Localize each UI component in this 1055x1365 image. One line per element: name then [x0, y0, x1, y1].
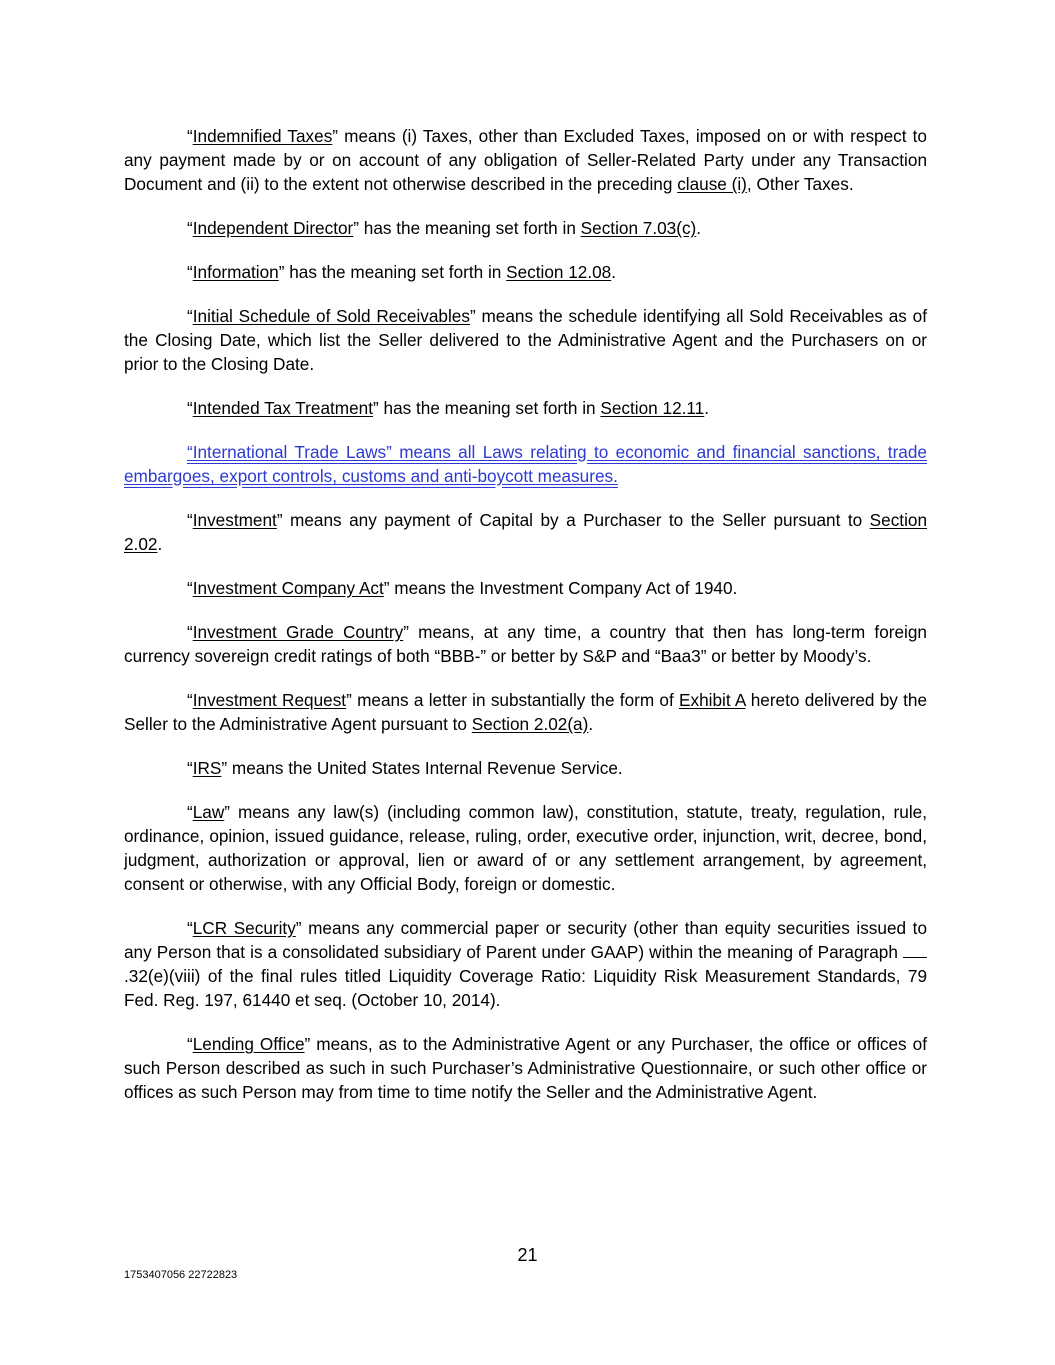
definition-lcr-security: “LCR Security” means any commercial paper or security (other than equity securities issued to any Person that is a consolidated subsidiary of Parent under GAAP) within the meaning of Paragraph .32(e)(viii) of the final rules titled Liquidity Coverage Ratio: Liquidity Risk Measurement Standards, 79 Fed. Reg. 197, 61440 et seq. (October 10, 2014).: [124, 918, 927, 1010]
defined-term: LCR Security: [192, 918, 296, 938]
cross-reference: Section 12.11: [600, 398, 705, 418]
definition-indemnified-taxes: “Indemnified Taxes” means (i) Taxes, other than Excluded Taxes, imposed on or with respect to any payment made by or on account of any obligation of Seller-Related Party under any Transaction Document and (ii) to the extent not otherwise described in the preceding clause (i), Other Taxes.: [124, 126, 927, 194]
definition-investment: “Investment” means any payment of Capital by a Purchaser to the Seller pursuant to Section 2.02.: [124, 510, 927, 554]
definition-initial-schedule: “Initial Schedule of Sold Receivables” means the schedule identifying all Sold Receivables as of the Closing Date, which list the Seller delivered to the Administrative Agent and the Purchasers on or prior to the Closing Date.: [124, 306, 927, 374]
definition-international-trade-laws: [124, 440, 927, 488]
blank-line: [903, 943, 927, 958]
defined-term: IRS: [192, 758, 222, 778]
defined-term: Investment: [192, 510, 277, 530]
defined-term: Intended Tax Treatment: [192, 398, 373, 418]
defined-term: Information: [192, 262, 279, 282]
defined-term: Investment Company Act: [192, 578, 384, 598]
defined-term: Investment Request: [192, 690, 347, 710]
cross-reference: clause (i): [677, 174, 747, 194]
cross-reference: Section 7.03(c): [580, 218, 697, 238]
defined-term: Investment Grade Country: [192, 622, 404, 642]
defined-term: Initial Schedule of Sold Receivables: [192, 306, 470, 326]
cross-reference: Section 2.02(a): [471, 714, 589, 734]
definition-intended-tax-treatment: “Intended Tax Treatment” has the meaning set forth in Section 12.11.: [187, 398, 710, 418]
definition-investment-grade-country: “Investment Grade Country” means, at any time, a country that then has long-term foreign currency sovereign credit ratings of both “BBB-” or better by S&P and “Baa3” or better by Moody’s.: [124, 622, 927, 666]
page-number: 21: [517, 1245, 538, 1265]
definition-investment-request: “Investment Request” means a letter in substantially the form of Exhibit A hereto delivered by the Seller to the Administrative Agent pursuant to Section 2.02(a).: [124, 690, 927, 734]
cross-reference: Section 12.08: [506, 262, 612, 282]
defined-term: Law: [192, 802, 225, 822]
document-id: 1753407056 22722823: [124, 1269, 238, 1281]
definition-irs: “IRS” means the United States Internal Revenue Service.: [187, 758, 623, 778]
definition-law: “Law” means any law(s) (including common law), constitution, statute, treaty, regulation, rule, ordinance, opinion, issued guidance, release, ruling, order, executive order, injunction, writ, decree, bond, judgment, authorization or approval, lien or award of or any settlement arrangement, by agreement, consent or otherwise, with any Official Body, foreign or domestic.: [124, 802, 927, 894]
cross-reference: Section 2.02: [124, 510, 927, 554]
definition-information: “Information” has the meaning set forth in Section 12.08.: [187, 262, 617, 282]
definition-lending-office: “Lending Office” means, as to the Administrative Agent or any Purchaser, the office or offices of such Person described as such in such Purchaser’s Administrative Questionnaire, or such other office or offices as such Person may from time to time notify the Seller and the Administrative Agent.: [124, 1034, 927, 1102]
defined-term: Independent Director: [192, 218, 354, 238]
definition-investment-company-act: “Investment Company Act” means the Investment Company Act of 1940.: [187, 578, 738, 598]
definition-independent-director: “Independent Director” has the meaning set forth in Section 7.03(c).: [187, 218, 702, 238]
document-body: [124, 124, 927, 1124]
defined-term: Indemnified Taxes: [192, 126, 333, 146]
cross-reference: Exhibit A: [679, 690, 746, 710]
inserted-revision-text: “International Trade Laws” means all Laws relating to economic and financial sanctions, trade embargoes, export controls, customs and anti-boycott measures.: [124, 442, 927, 486]
defined-term: Lending Office: [192, 1034, 305, 1054]
